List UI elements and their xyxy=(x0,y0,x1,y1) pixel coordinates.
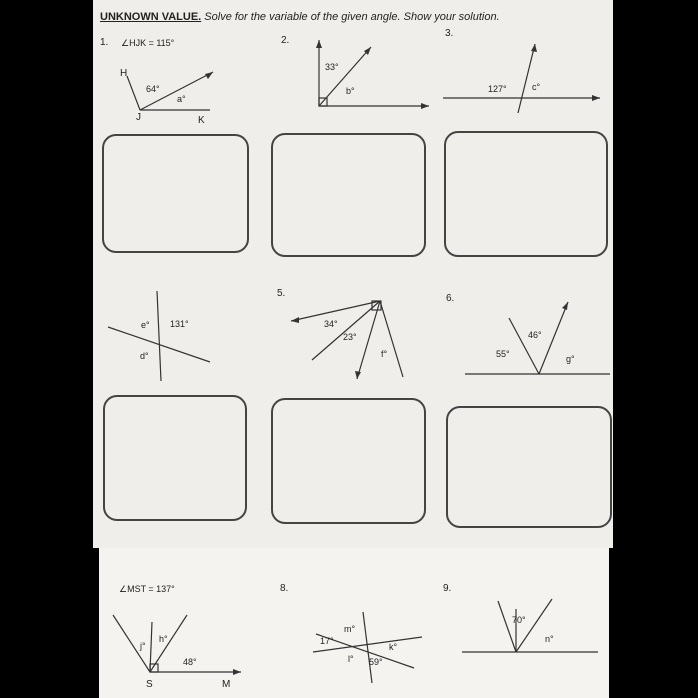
answer-box-3[interactable] xyxy=(444,131,608,257)
problem-1-angle-64: 64° xyxy=(146,84,160,94)
problem-7-label-m: M xyxy=(222,679,231,690)
title-heading: UNKNOWN VALUE. xyxy=(100,11,202,23)
problem-2-angle-b: b° xyxy=(346,86,355,96)
problem-7-label-s: S xyxy=(146,679,153,690)
problem-5-angle-f: f° xyxy=(381,349,388,359)
problem-4-angle-d: d° xyxy=(140,351,149,361)
answer-box-1[interactable] xyxy=(102,134,249,253)
problem-1-number: 1. xyxy=(100,37,109,48)
answer-box-6[interactable] xyxy=(446,406,612,528)
answer-box-5[interactable] xyxy=(271,398,426,524)
problem-7-angle-48: 48° xyxy=(183,657,197,667)
problem-9-angle-n: n° xyxy=(545,634,554,644)
problem-9-number: 9. xyxy=(443,583,452,594)
problem-1-angle-a: a° xyxy=(177,94,186,104)
problem-8-angle-59: 59° xyxy=(369,657,383,667)
problem-4-angle-e: e° xyxy=(141,320,150,330)
problem-5-angle-23: 23° xyxy=(343,332,357,342)
answer-box-2[interactable] xyxy=(271,133,426,257)
problem-8-angle-k: k° xyxy=(389,642,398,652)
problem-7-angle-j: j° xyxy=(140,641,146,651)
title-instructions: Solve for the variable of the given angle. Show your solution. xyxy=(204,11,500,23)
problem-4-angle-131: 131° xyxy=(170,319,189,329)
problem-5-number: 5. xyxy=(277,288,286,299)
problem-8-angle-17: 17° xyxy=(320,636,334,646)
answer-box-4[interactable] xyxy=(103,395,247,521)
problem-6-number: 6. xyxy=(446,293,455,304)
problem-1-label-k: K xyxy=(198,115,205,126)
problem-1-label-j: J xyxy=(136,112,141,123)
problem-6-angle-55: 55° xyxy=(496,349,510,359)
problem-2-number: 2. xyxy=(281,35,290,46)
problem-3-angle-127: 127° xyxy=(488,84,507,94)
problem-7-angle-h: h° xyxy=(159,634,168,644)
problem-6-angle-g: g° xyxy=(566,354,575,364)
problem-8-angle-l: l° xyxy=(348,654,354,664)
problem-8-angle-m: m° xyxy=(344,624,356,634)
problem-2-angle-33: 33° xyxy=(325,62,339,72)
problem-7-given: ∠MST = 137° xyxy=(119,584,175,594)
problem-1-label-h: H xyxy=(120,68,128,79)
problem-3-angle-c: c° xyxy=(532,82,541,92)
problem-9-angle-70: 70° xyxy=(512,615,526,625)
problem-8-number: 8. xyxy=(280,583,289,594)
problem-5-angle-34: 34° xyxy=(324,319,338,329)
problem-3-number: 3. xyxy=(445,28,454,39)
problem-1-given: ∠HJK = 115° xyxy=(121,38,175,48)
problem-6-angle-46: 46° xyxy=(528,330,542,340)
